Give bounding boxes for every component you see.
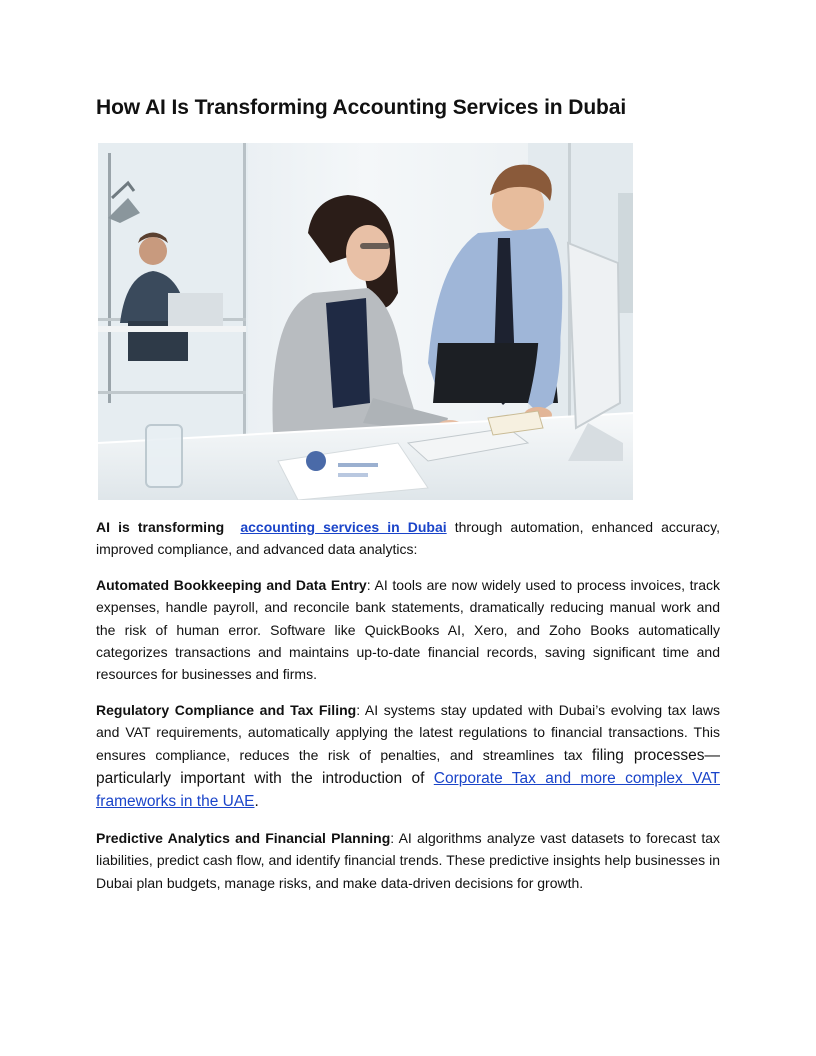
office-illustration	[98, 143, 633, 500]
intro-lead: AI is transforming	[96, 519, 225, 535]
section-heading: Regulatory Compliance and Tax Filing	[96, 702, 357, 719]
page-title: How AI Is Transforming Accounting Services in Dubai	[96, 96, 627, 119]
section-predictive	[96, 827, 720, 894]
section-heading: Automated Bookkeeping and Data Entry	[96, 577, 367, 594]
accounting-services-link[interactable]: accounting services in Dubai	[240, 519, 447, 535]
article-body	[96, 516, 720, 907]
intro-paragraph	[96, 516, 720, 561]
section-text: : AI systems stay updated with Dubai’s evolving tax laws and VAT requirements, automatically applying the latest regulations to financial transactions. This ensures compliance, reduces the risk of penalties, and streamlines tax	[96, 702, 720, 763]
section-bookkeeping	[96, 574, 720, 685]
section-compliance	[96, 699, 720, 813]
section-text: : AI tools are now widely used to process invoices, track expenses, handle payroll, and reconcile bank statements, dramatically reducing manual work and the risk of human error. Software like QuickBooks AI, Xero, and Zoho Books automatically categorizes transactions and maintains up-to-date financial records, saving significant time and resources for businesses and firms.	[96, 577, 721, 683]
section-end: .	[254, 793, 259, 811]
section-text: : AI algorithms analyze vast datasets to forecast tax liabilities, predict cash flow, and identify financial trends. These predictive insights help businesses in Dubai plan budgets, manage risks, and make data-driven decisions for growth.	[96, 830, 720, 891]
office-photo	[98, 143, 633, 500]
section-text-large: filing processes—particularly important with the introduction of	[96, 746, 720, 787]
intro-rest: through automation, enhanced accuracy, improved compliance, and advanced data analytics:	[96, 519, 721, 558]
corporate-tax-link[interactable]: Corporate Tax and more complex VAT frameworks in the UAE	[96, 769, 720, 811]
section-heading: Predictive Analytics and Financial Planning	[96, 830, 391, 847]
